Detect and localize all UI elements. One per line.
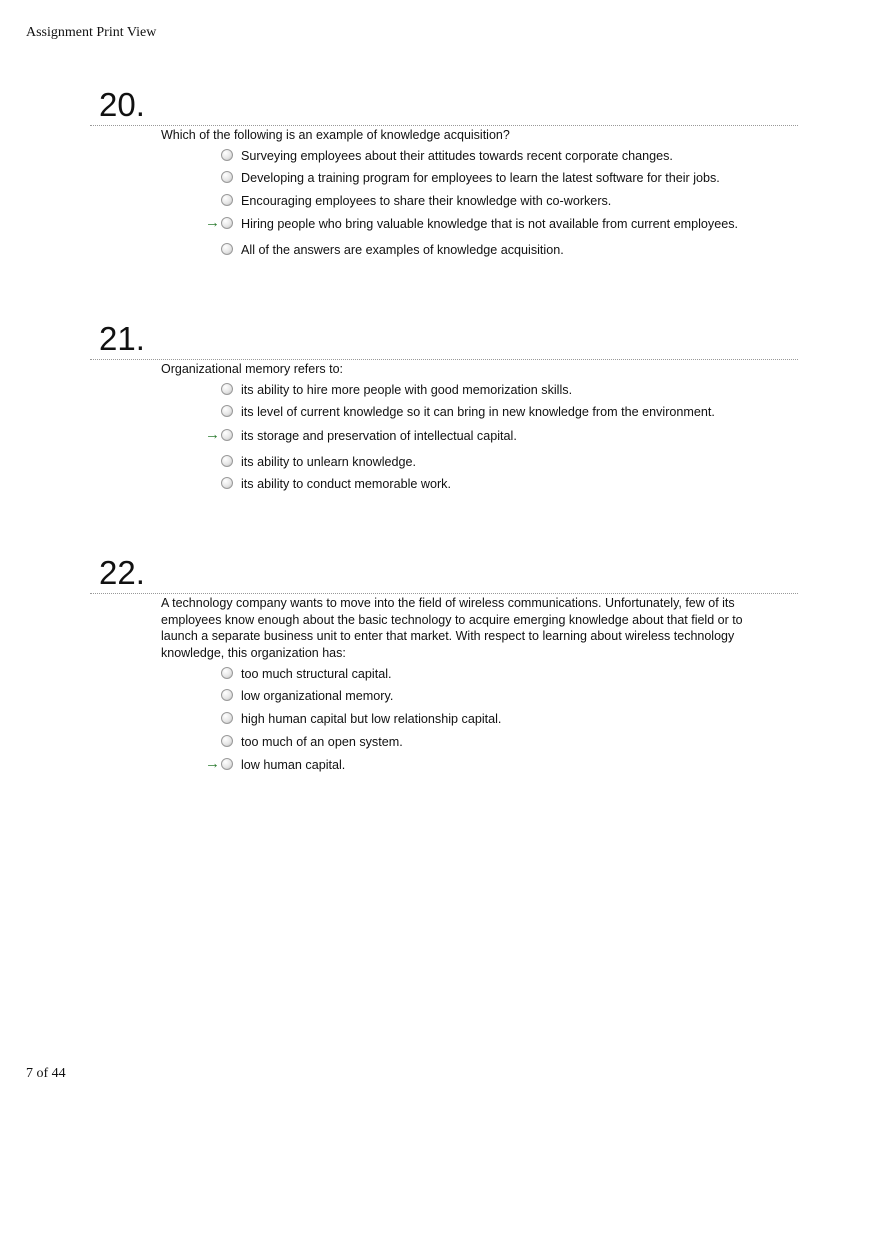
radio-button[interactable] [221, 455, 233, 467]
radio-button[interactable] [221, 217, 233, 229]
radio-button[interactable] [221, 667, 233, 679]
answer-options [205, 148, 798, 265]
radio-button[interactable] [221, 194, 233, 206]
correct-answer-arrow-icon: → [205, 755, 220, 773]
question-divider [90, 125, 798, 126]
radio-button[interactable] [221, 758, 233, 770]
answer-option[interactable] [221, 242, 798, 265]
question-number: 20. [99, 86, 145, 123]
page-number: 7 of 44 [26, 1066, 66, 1081]
radio-button[interactable] [221, 383, 233, 395]
question-number: 21. [99, 320, 145, 357]
answer-option[interactable] [221, 688, 798, 711]
radio-button[interactable] [221, 712, 233, 724]
question-divider [90, 359, 798, 360]
question-text: A technology company wants to move into the field of wireless communications. Unfortunately, few of its employees know enough about the basic technology to acquire emerging knowledge about that field or to launch a separate business unit to enter that market. With respect to learning about wireless technology knowledge, this organization has: [161, 596, 743, 661]
question-22 [90, 556, 798, 783]
answer-option[interactable] [221, 170, 798, 193]
answer-option[interactable] [221, 711, 798, 734]
answer-option[interactable] [221, 476, 798, 499]
question-divider [90, 593, 798, 594]
answer-label: Surveying employees about their attitudes towards recent corporate changes. [241, 148, 673, 163]
radio-button[interactable] [221, 171, 233, 183]
answer-label: high human capital but low relationship capital. [241, 712, 502, 726]
answer-option[interactable] [221, 382, 798, 405]
page-header: Assignment Print View [26, 25, 157, 40]
answer-option[interactable] [221, 193, 798, 216]
answer-label: low human capital. [241, 758, 346, 773]
answer-label: too much of an open system. [241, 734, 403, 749]
answer-option[interactable] [221, 148, 798, 171]
radio-button[interactable] [221, 735, 233, 747]
answer-option-correct[interactable] [205, 214, 798, 242]
question-number: 22. [99, 554, 145, 591]
radio-button[interactable] [221, 477, 233, 489]
answer-option-correct[interactable] [205, 755, 798, 783]
answer-label: its ability to unlearn knowledge. [241, 454, 417, 469]
question-text: Organizational memory refers to: [161, 362, 344, 376]
answer-label: its ability to hire more people with good memorization skills. [241, 382, 573, 397]
answer-label: All of the answers are examples of knowledge acquisition. [241, 243, 564, 258]
radio-button[interactable] [221, 243, 233, 255]
answer-label: low organizational memory. [241, 689, 394, 704]
answer-label: its ability to conduct memorable work. [241, 477, 451, 492]
correct-answer-arrow-icon: → [205, 425, 220, 443]
question-21 [90, 322, 798, 499]
answer-label: Hiring people who bring valuable knowledge that is not available from current employees. [241, 217, 739, 232]
radio-button[interactable] [221, 405, 233, 417]
answer-option[interactable] [221, 404, 798, 427]
radio-button[interactable] [221, 689, 233, 701]
question-20 [90, 88, 798, 265]
answer-label: Encouraging employees to share their knowledge with co-workers. [241, 193, 612, 208]
answer-label: too much structural capital. [241, 666, 392, 681]
radio-button[interactable] [221, 429, 233, 441]
answer-label: its level of current knowledge so it can bring in new knowledge from the environment. [241, 405, 715, 420]
answer-option[interactable] [221, 454, 798, 477]
answer-options [205, 666, 798, 783]
question-text: Which of the following is an example of knowledge acquisition? [161, 128, 510, 142]
answer-option-correct[interactable] [205, 425, 798, 454]
answer-label: its storage and preservation of intellectual capital. [241, 428, 517, 443]
answer-options [205, 382, 798, 499]
radio-button[interactable] [221, 149, 233, 161]
answer-option[interactable] [221, 734, 798, 757]
correct-answer-arrow-icon: → [205, 214, 220, 232]
answer-option[interactable] [221, 666, 798, 689]
answer-label: Developing a training program for employees to learn the latest software for their jobs. [241, 171, 720, 186]
